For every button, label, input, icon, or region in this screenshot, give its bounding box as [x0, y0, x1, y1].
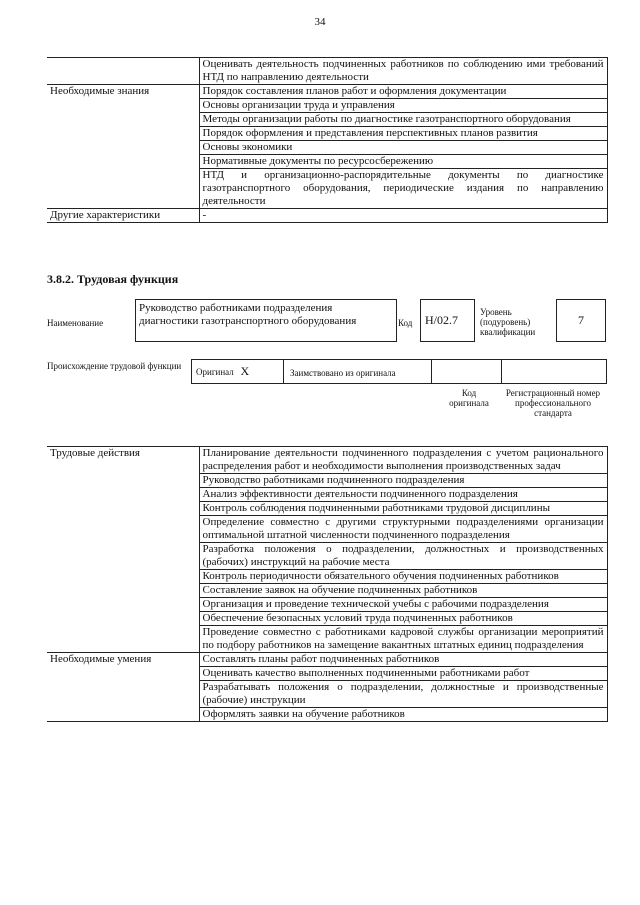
other-label: Другие характеристики — [47, 209, 199, 223]
other-value: - — [199, 209, 607, 223]
borrowed-label: Заимствовано из оригинала — [290, 368, 396, 378]
action-item: Контроль периодичности обязательного обучения подчиненных работников — [199, 570, 607, 584]
page-number: 34 — [314, 16, 326, 28]
table-row — [47, 447, 607, 474]
level-value-box: 7 — [556, 299, 606, 342]
origin-label: Происхождение трудовой функции — [47, 361, 182, 371]
original-mark: X — [240, 364, 250, 378]
code-original-label: Код оригинала — [449, 388, 489, 408]
knowledge-item: Основы экономики — [199, 141, 607, 155]
action-item: Проведение совместно с работниками кадровой службы организации мероприятий по подбору работников на замещение вакантных штатных единиц подразделения — [199, 626, 607, 653]
code-label: Код — [398, 318, 413, 328]
original-label: Оригинал — [196, 367, 234, 377]
table-row — [47, 58, 607, 85]
action-item: Организация и проведение технической учебы с рабочими подразделения — [199, 598, 607, 612]
table-cell-empty — [47, 58, 199, 85]
skill-continuation: Оценивать деятельность подчиненных работников по соблюдению ими требований НТД по направлению деятельности — [199, 58, 607, 85]
reg-number-box — [501, 359, 607, 384]
knowledge-item: НТД и организационно-распорядительные документы по диагностике газотранспортного оборудования, периодические издания по направлению деятельности — [199, 169, 607, 209]
action-item: Анализ эффективности деятельности подчиненного подразделения — [199, 488, 607, 502]
section-title: 3.8.2. Трудовая функция — [47, 272, 179, 286]
borrowed-box — [283, 359, 432, 384]
original-box — [191, 359, 284, 384]
skill-item: Разрабатывать положения о подразделении, должностные и производственные (рабочие) инструкции — [199, 681, 607, 708]
knowledge-item: Порядок оформления и представления перспективных планов развития — [199, 127, 607, 141]
action-item: Составление заявок на обучение подчиненных работников — [199, 584, 607, 598]
code-original-box — [431, 359, 502, 384]
action-item: Разработка положения о подразделении, должностных и производственных (рабочих) инструкций на рабочие места — [199, 543, 607, 570]
knowledge-item: Порядок составления планов работ и оформления документации — [199, 85, 607, 99]
labor-function-table — [47, 446, 608, 722]
skill-item: Составлять планы работ подчиненных работников — [199, 653, 607, 667]
top-requirements-table — [47, 57, 608, 223]
knowledge-item: Методы организации работы по диагностике газотранспортного оборудования — [199, 113, 607, 127]
action-item: Руководство работниками подчиненного подразделения — [199, 474, 607, 488]
code-value-box: Н/02.7 — [420, 299, 475, 342]
action-item: Контроль соблюдения подчиненными работниками трудовой дисциплины — [199, 502, 607, 516]
table-row — [47, 653, 607, 667]
reg-number-label: Регистрационный номер профессионального стандарта — [505, 388, 601, 418]
action-item: Обеспечение безопасных условий труда подчиненных работников — [199, 612, 607, 626]
knowledge-item: Основы организации труда и управления — [199, 99, 607, 113]
function-name-box: Руководство работниками подразделения диагностики газотранспортного оборудования — [135, 299, 397, 342]
action-item: Планирование деятельности подчиненного подразделения с учетом рационального распределения работ и необходимости выполнения производственных задач — [199, 447, 607, 474]
skill-item: Оформлять заявки на обучение работников — [199, 708, 607, 722]
table-row — [47, 209, 607, 223]
skill-item: Оценивать качество выполненных подчиненными работниками работ — [199, 667, 607, 681]
knowledge-label: Необходимые знания — [47, 85, 199, 209]
skills-label: Необходимые умения — [47, 653, 199, 722]
knowledge-item: Нормативные документы по ресурсосбережению — [199, 155, 607, 169]
name-label: Наименование — [47, 318, 104, 328]
actions-label: Трудовые действия — [47, 447, 199, 653]
level-label: Уровень (подуровень) квалификации — [480, 307, 536, 337]
action-item: Определение совместно с другими структурными подразделениями организации оптимальной штатной численности подчиненного подразделения — [199, 516, 607, 543]
table-row — [47, 85, 607, 99]
